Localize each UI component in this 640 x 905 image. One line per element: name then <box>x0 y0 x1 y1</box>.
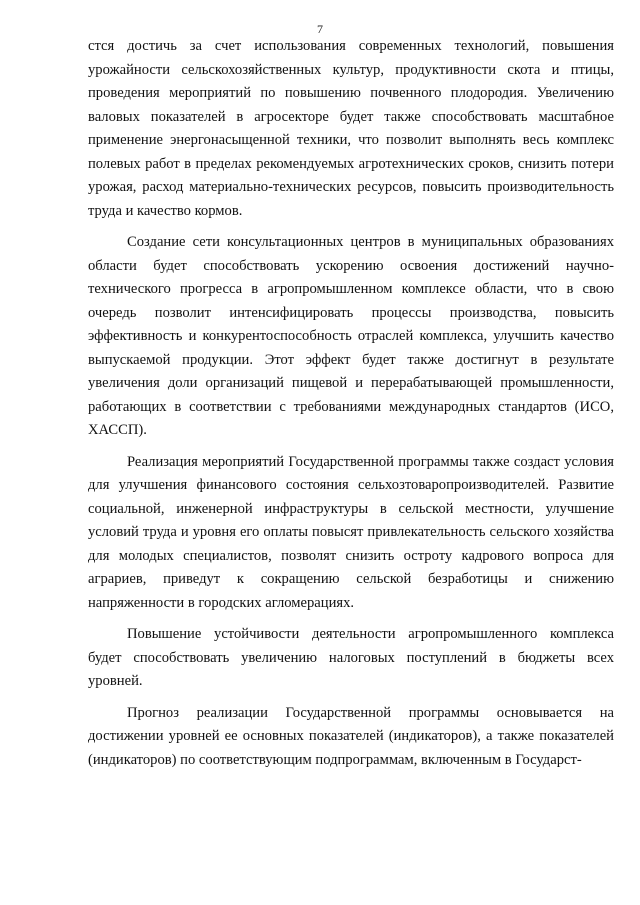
body-text <box>88 35 614 772</box>
paragraph: Прогноз реализации Государственной программы основывается на достижении уровней ее основных показателей (индикаторов), а также показателей (индикаторов) по соответствующим подпрограммам, включенным в Государст- <box>88 704 614 768</box>
paragraph: стся достичь за счет использования современных технологий, повышения урожайности сельскохозяйственных культур, продуктивности скота и птицы, проведения мероприятий по повышению почвенного плодородия. Увеличению валовых показателей в агросекторе будет также способствовать масштабное применение энергонасыщенной техники, что позволит выполнять весь комплекс полевых работ в пределах рекомендуемых агротехнических сроков, снизить потери урожая, расход материально-технических ресурсов, повысить производительность труда и качество кормов. <box>88 38 614 219</box>
paragraph: Повышение устойчивости деятельности агропромышленного комплекса будет способствовать увеличению налоговых поступлений в бюджеты всех уровней. <box>88 626 614 689</box>
page-number: 7 <box>317 22 323 36</box>
paragraph: Создание сети консультационных центров в муниципальных образованиях области будет способствовать ускорению освоения достижений научно-технического прогресса в агропромышленном комплексе области, что в свою очередь позволит интенсифицировать процессы производства, повысить эффективность и конкурентоспособность отраслей комплекса, улучшить качество выпускаемой продукции. Этот эффект будет также достигнут в результате увеличения доли организаций пищевой и перерабатывающей промышленности, работающих в соответствии с требованиями международных стандартов (ИСО, ХАССП). <box>88 234 614 438</box>
paragraph: Реализация мероприятий Государственной программы также создаст условия для улучшения финансового состояния сельхозтоваропроизводителей. Развитие социальной, инженерной инфраструктуры в сельской местности, улучшение условий труда и уровня его оплаты повысят привлекательность сельского хозяйства для молодых специалистов, позволят снизить остроту кадрового вопроса для аграриев, приведут к сокращению сельской безработицы и снижению напряженности в городских агломерациях. <box>88 453 614 611</box>
